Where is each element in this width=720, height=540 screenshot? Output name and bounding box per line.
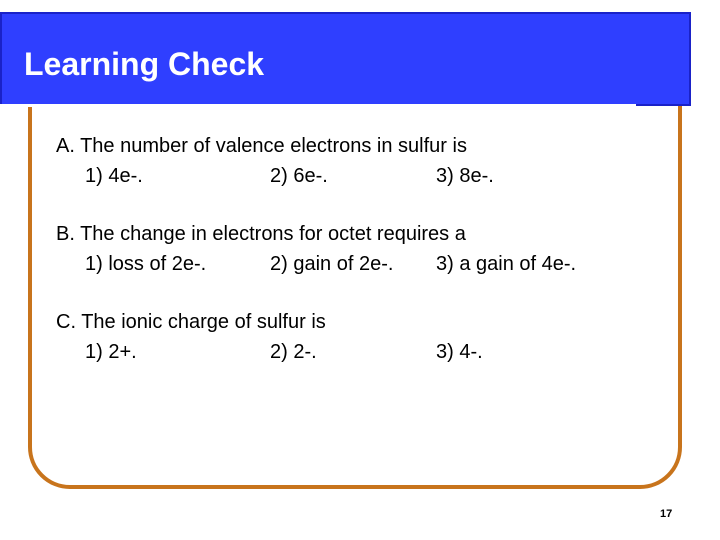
answer-option: 1) 2+. xyxy=(85,341,137,363)
question-stem: C. The ionic charge of sulfur is xyxy=(56,311,326,333)
page-number: 17 xyxy=(660,508,673,520)
slide-header xyxy=(0,12,691,106)
answer-option: 1) 4e-. xyxy=(85,165,143,187)
question-stem: A. The number of valence electrons in sulfur is xyxy=(56,135,467,157)
answer-option: 2) 2-. xyxy=(270,341,317,363)
question-list xyxy=(56,133,656,397)
answer-option: 2) 6e-. xyxy=(270,165,328,187)
answer-option: 1) loss of 2e-. xyxy=(85,253,207,275)
answer-option: 3) 4-. xyxy=(436,341,483,363)
question-a xyxy=(56,133,656,221)
question-stem: B. The change in electrons for octet requires a xyxy=(56,223,466,245)
answer-option: 3) 8e-. xyxy=(436,165,494,187)
header-divider xyxy=(0,104,636,107)
answer-option: 3) a gain of 4e-. xyxy=(436,253,577,275)
slide-title: Learning Check xyxy=(24,46,265,82)
question-c xyxy=(56,309,656,397)
question-b xyxy=(56,221,656,309)
answer-option: 2) gain of 2e-. xyxy=(270,253,394,275)
